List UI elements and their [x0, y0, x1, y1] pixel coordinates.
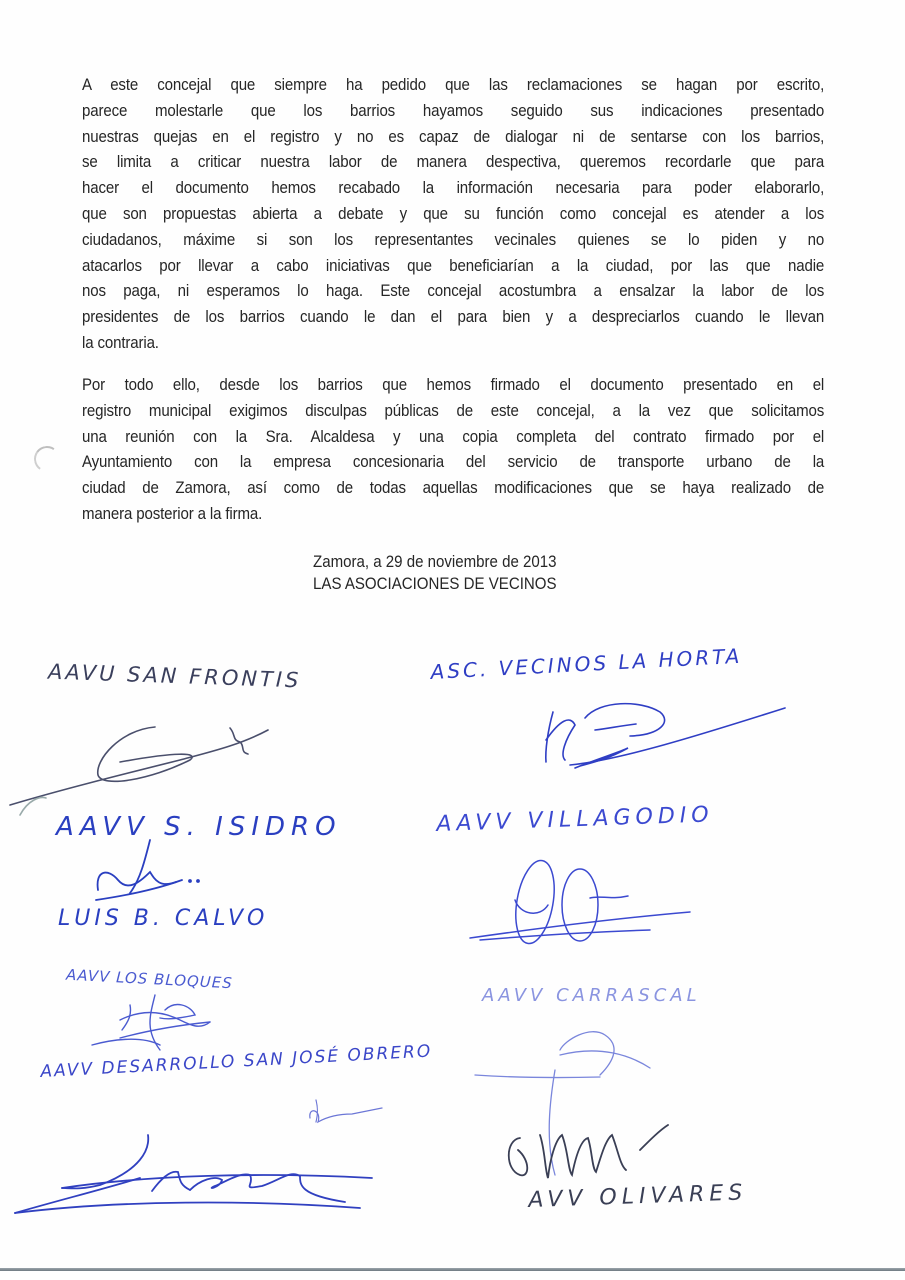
text-line: nos paga, ni esperamos lo haga. Este concejal acostumbra a ensalzar la labor de los	[82, 282, 825, 301]
signature-label-san-frontis: AAVU SAN FRONTIS	[47, 659, 302, 693]
signature-scribble-desarrollo-main	[15, 1135, 372, 1213]
signature-scribble-san-frontis	[10, 727, 268, 815]
signature-scribble-carrascal	[475, 1032, 650, 1175]
scan-margin	[0, 1271, 905, 1280]
text-line: Por todo ello, desde los barrios que hemos firmado el documento presentado en el	[82, 376, 825, 394]
signature-label-olivares: AVV OLIVARES	[528, 1180, 748, 1213]
signature-scribble-la-horta	[546, 704, 785, 768]
signature-label-villagodio: AAVV VILLAGODIO	[436, 802, 715, 837]
signature-label-desarrollo-san-jose: AAVV DESARROLLO SAN JOSÉ OBRERO	[40, 1041, 433, 1082]
signature-label-san-isidro: AAVV S. ISIDRO	[56, 812, 342, 842]
signature-label-la-horta: ASC. VECINOS LA HORTA	[430, 643, 743, 684]
signoff-block	[0, 551, 870, 595]
text-line: la contraria.	[82, 333, 159, 352]
text-line: presidentes de los barrios cuando le dan el para bien y a despreciarlos cuando le llevan	[82, 308, 825, 327]
signature-scribble-desarrollo-small	[310, 1100, 382, 1122]
text-line: una reunión con la Sra. Alcaldesa y una copia completa del contrato firmado por el	[82, 427, 825, 446]
text-line: se limita a criticar nuestra labor de manera despectiva, queremos recordarle que para	[82, 153, 825, 172]
signature-label-carrascal: AAVV CARRASCAL	[482, 985, 701, 1006]
text-line: atacarlos por llevar a cabo iniciativas que beneficiarían a la ciudad, por las que nadie	[82, 256, 825, 275]
paragraph-1	[82, 73, 824, 357]
text-line: manera posterior a la firma.	[82, 504, 263, 523]
text-line: ciudadanos, máxime si son los representantes vecinales quienes se lo piden y no	[82, 230, 825, 249]
text-line: hacer el documento hemos recabado la información necesaria para poder elaborarlo,	[82, 179, 825, 198]
text-line: parece molestarle que los barrios hayamos seguido sus indicaciones presentado	[82, 101, 825, 120]
signatory: LAS ASOCIACIONES DE VECINOS	[313, 575, 557, 593]
signature-label-los-bloques: AAVV LOS BLOQUES	[65, 965, 234, 993]
text-line: ciudad de Zamora, así como de todas aquellas modificaciones que se haya realizado de	[82, 479, 825, 498]
text-line: que son propuestas abierta a debate y que su función como concejal es atender a los	[82, 204, 825, 223]
signature-scribble-san-isidro	[96, 840, 199, 900]
signature-scribble-los-bloques	[92, 995, 210, 1050]
place-date: Zamora, a 29 de noviembre de 2013	[313, 553, 557, 571]
text-line: Ayuntamiento con la empresa concesionaria del servicio de transporte urbano de la	[82, 453, 825, 472]
signature-name-luis: LUIS B. CALVO	[58, 906, 269, 931]
text-line: A este concejal que siempre ha pedido que las reclamaciones se hagan por escrito,	[82, 76, 825, 94]
signature-scribble-olivares	[509, 1125, 668, 1178]
signature-scribble-villagodio	[470, 858, 690, 947]
punch-hole-mark	[32, 444, 62, 474]
text-line: nuestras quejas en el registro y no es capaz de dialogar ni de sentarse con los barrios,	[82, 127, 825, 146]
paragraph-2	[82, 373, 824, 528]
text-line: registro municipal exigimos disculpas públicas de este concejal, a la vez que solicitamos	[82, 401, 825, 420]
